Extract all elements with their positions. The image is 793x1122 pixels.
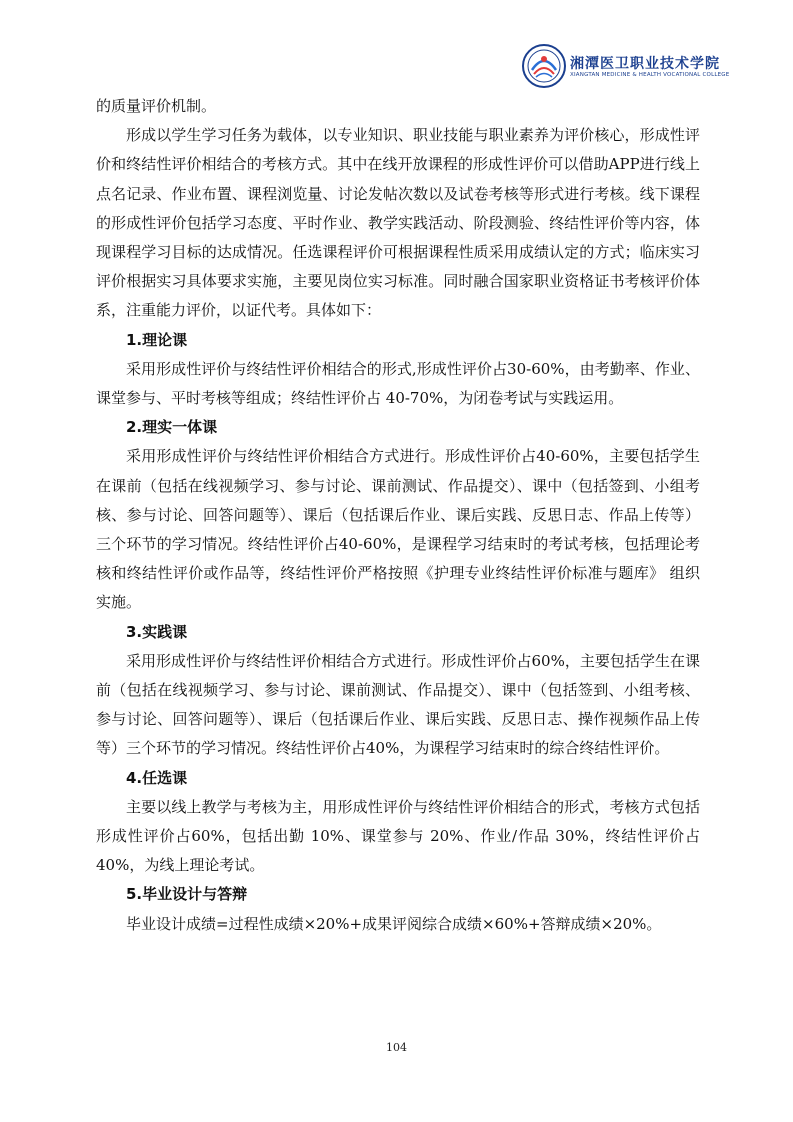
section-heading: 5.毕业设计与答辩 (126, 885, 248, 904)
paragraph: 采用形成性评价与终结性评价相结合的形式,形成性评价占30-60%，由考勤率、作业、课堂参与、平时考核等组成；终结性评价占 40-70%，为闭卷考试与实践运用。 (96, 359, 700, 408)
section-heading: 4.任选课 (126, 768, 188, 787)
college-emblem-icon (522, 44, 566, 88)
college-name: 湘潭医卫职业技术学院 (570, 56, 720, 72)
paragraph: 形成以学生学习任务为载体，以专业知识、职业技能与职业素养为评价核心，形成性评价和终结性评价相结合的考核方式。其中在线开放课程的形成性评价可以借助APP进行线上点名记录、作业布置、课程浏览量、讨论发帖次数以及试卷考核等形式进行考核。线下课程的形成性评价包括学习态度、平时作业、教学实践活动、阶段测验、终结性评价等内容，体现课程学习目标的达成情况。任选课程评价可根据课程性质采用成绩认定的方式；临床实习评价根据实习具体要求实施，主要见岗位实习标准。同时融合国家职业资格证书考核评价体系，注重能力评价，以证代考。具体如下： (96, 126, 700, 320)
section-heading: 1.理论课 (126, 330, 188, 349)
college-name-english: XIANGTAN MEDICINE & HEALTH VOCATIONAL COLLEGE (570, 72, 730, 78)
section-heading: 2.理实一体课 (126, 418, 218, 437)
paragraph: 采用形成性评价与终结性评价相结合方式进行。形成性评价占60%，主要包括学生在课前（包括在线视频学习、参与讨论、课前测试、作品提交）、课中（包括签到、小组考核、参与讨论、回答问题等）、课后（包括课后作业、课后实践、反思日志、操作视频作品上传等）三个环节的学习情况。终结性评价占40%，为课程学习结束时的综合终结性评价。 (96, 651, 700, 758)
paragraph: 的质量评价机制。 (96, 97, 217, 115)
college-header (522, 44, 730, 88)
paragraph: 主要以线上教学与考核为主，用形成性评价与终结性评价相结合的形式，考核方式包括形成性评价占60%，包括出勤 10%、课堂参与 20%、作业/作品 30%，终结性评价占40%，为线上理论考试。 (96, 797, 700, 875)
page-content (96, 92, 700, 939)
section-heading: 3.实践课 (126, 622, 188, 641)
paragraph: 采用形成性评价与终结性评价相结合方式进行。形成性评价占40-60%，主要包括学生在课前（包括在线视频学习、参与讨论、课前测试、作品提交）、课中（包括签到、小组考核、参与讨论、回答问题等）、课后（包括课后作业、课后实践、反思日志、作品上传等）三个环节的学习情况。终结性评价占40-60%，是课程学习结束时的考试考核，包括理论考核和终结性评价或作品等，终结性评价严格按照《护理专业终结性评价标准与题库》 组织实施。 (96, 447, 700, 612)
paragraph: 毕业设计成绩=过程性成绩×20%+成果评阅综合成绩×60%+答辩成绩×20%。 (126, 914, 662, 933)
page-number: 104 (386, 1041, 407, 1054)
